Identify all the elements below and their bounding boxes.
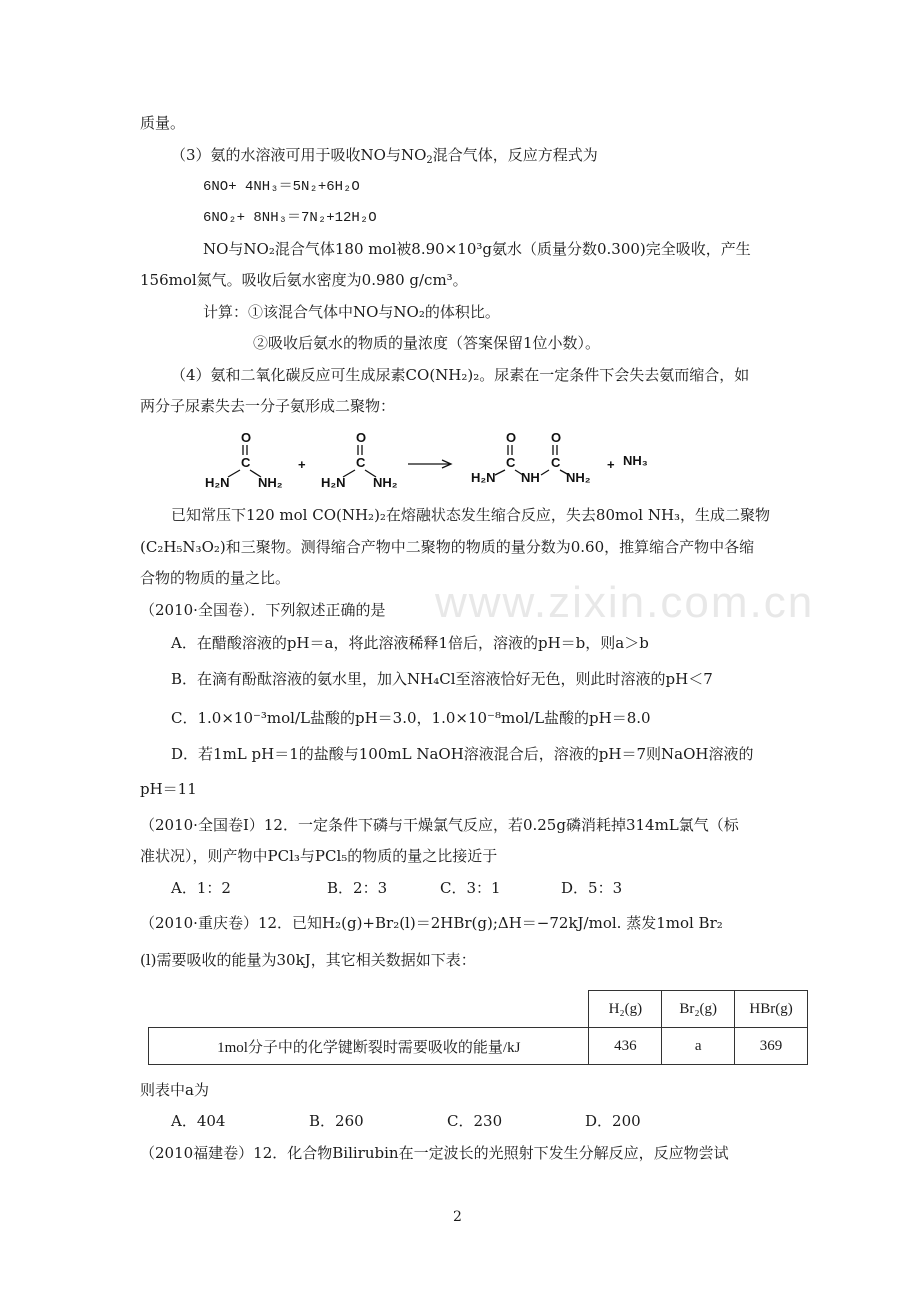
text-line: 两分子尿素失去一分子氨形成二聚物： [140,397,396,415]
energy-table [148,990,808,1065]
atom-c: C [551,455,561,470]
atom-o: O [506,430,517,445]
atom-h2n: H₂N [471,470,496,485]
text-line: ②吸收后氨水的物质的量浓度（答案保留1位小数）。 [253,334,601,352]
table-cell: a [662,1028,735,1065]
table-row [149,1028,808,1065]
equation-2: 6NO₂+ 8NH₃＝7N₂+12H₂O [203,210,377,226]
text-line: （4）氨和二氧化碳反应可生成尿素CO(NH₂)₂。尿素在一定条件下会失去氨而缩合，如 [171,366,750,384]
question-stem-cont: 准状况），则产物中PCl₃与PCl₅的物质的量之比接近于 [140,847,498,865]
option-d: D．200 [585,1112,641,1130]
text-line: (C₂H₅N₃O₂)和三聚物。测得缩合产物中二聚物的物质的量分数为0.60，推算缩合产物中各缩 [140,538,755,556]
option-c: C．230 [447,1112,503,1130]
atom-h2n: H₂N [321,475,346,490]
plus-sign: + [298,457,306,472]
atom-o: O [551,430,562,445]
table-cell: 369 [735,1028,808,1065]
option-b: B．在滴有酚酞溶液的氨水里，加入NH₄Cl至溶液恰好无色，则此时溶液的pH＜7 [171,670,713,688]
text-line: 计算：①该混合气体中NO与NO₂的体积比。 [203,303,500,321]
table-header-cell [149,991,589,1028]
option-a: A．在醋酸溶液的pH＝a，将此溶液稀释1倍后，溶液的pH＝b，则a＞b [171,634,649,652]
text-line: 质量。 [140,114,186,132]
option-d-cont: pH＝11 [140,780,197,798]
atom-h2n: H₂N [205,475,230,490]
option-a: A．404 [171,1112,226,1130]
atom-o: O [356,430,367,445]
urea-condensation-diagram [195,425,675,495]
text-line: 156mol氮气。吸收后氨水密度为0.980 g/cm³。 [140,271,468,289]
atom-nh: NH [521,470,540,485]
atom-c: C [241,455,251,470]
question-stem: （2010·重庆卷）12．已知H₂(g)+Br₂(l)＝2HBr(g);ΔH＝−72kJ/mol. 蒸发1mol Br₂ [140,914,723,932]
equation-1: 6NO+ 4NH₃＝5N₂+6H₂O [203,179,360,195]
page-number: 2 [453,1209,462,1225]
atom-c: C [506,455,516,470]
option-c: C．3：1 [440,879,501,897]
option-a: A．1：2 [171,879,231,897]
watermark: www.zixin.com.cn [435,578,815,627]
option-d: D．5：3 [561,879,623,897]
q3-intro: （3）氨的水溶液可用于吸收NO与$NO_2$混合气体，反应方程式为 [171,146,598,166]
question-ask: 则表中a为 [140,1081,209,1099]
table-header-cell: H₂(g) [589,991,662,1028]
table-row-label: 1mol分子中的化学键断裂时需要吸收的能量/kJ [149,1028,589,1065]
question-stem-cont: (l)需要吸收的能量为30kJ，其它相关数据如下表： [140,951,476,969]
atom-c: C [356,455,366,470]
plus-sign: + [607,457,615,472]
atom-nh2: NH₂ [566,470,591,485]
atom-nh2: NH₂ [258,475,283,490]
atom-nh2: NH₂ [373,475,398,490]
option-c: C．1.0×10⁻³mol/L盐酸的pH＝3.0，1.0×10⁻⁸mol/L盐酸的pH＝8.0 [171,709,651,727]
question-stem: （2010·全国卷Ⅰ）12．一定条件下磷与干燥氯气反应，若0.25g磷消耗掉314mL氯气（标 [140,816,739,834]
table-row [149,991,808,1028]
option-b: B．2：3 [327,879,388,897]
table-header-cell: Br₂(g) [662,991,735,1028]
option-d: D．若1mL pH＝1的盐酸与100mL NaOH溶液混合后，溶液的pH＝7则NaOH溶液的 [171,745,754,763]
option-b: B．260 [309,1112,364,1130]
text-line: 合物的物质的量之比。 [140,569,291,587]
question-stem: （2010福建卷）12．化合物Bilirubin在一定波长的光照射下发生分解反应，反应物尝试 [140,1144,729,1162]
question-stem: （2010·全国卷）．下列叙述正确的是 [140,601,386,619]
table-cell: 436 [589,1028,662,1065]
table-header-cell: HBr(g) [735,991,808,1028]
ammonia: NH₃ [623,453,648,468]
text-line: 已知常压下120 mol CO(NH₂)₂在熔融状态发生缩合反应，失去80mol NH₃，生成二聚物 [171,506,771,524]
atom-o: O [241,430,252,445]
text-line: NO与NO₂混合气体180 mol被8.90×10³g氨水（质量分数0.300)完全吸收，产生 [203,240,751,258]
